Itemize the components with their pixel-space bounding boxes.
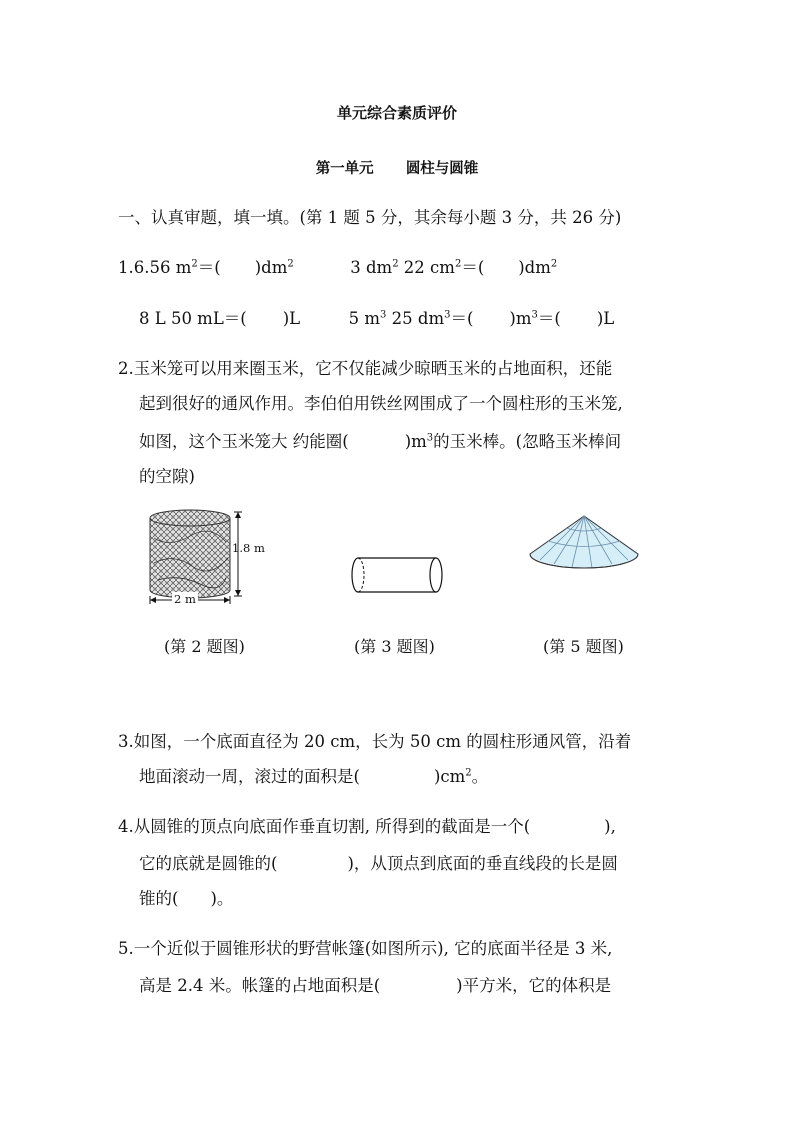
q1-d-eq2: ＝( bbox=[537, 309, 561, 328]
q1-d-mid: )m bbox=[509, 309, 532, 328]
document-title: 单元综合素质评价 bbox=[336, 104, 457, 122]
unit-heading bbox=[0, 157, 794, 178]
fig2-width-label: 2 m bbox=[174, 592, 196, 606]
q2-line3 bbox=[139, 431, 621, 453]
q1-d-sup: 3 bbox=[380, 309, 387, 321]
q1-number: 1. bbox=[118, 258, 134, 277]
q2-line4: 的空隙) bbox=[139, 467, 195, 486]
fig5-caption: (第 5 题图) bbox=[543, 637, 624, 656]
q4-line1 bbox=[118, 816, 616, 838]
fig2-caption: (第 2 题图) bbox=[164, 637, 245, 656]
section-heading: 一、认真审题，填一填。(第 1 题 5 分，其余每小题 3 分，共 26 分) bbox=[118, 208, 622, 227]
q2-line3-unit: )m bbox=[404, 432, 427, 451]
q2-line3-start: 如图，这个玉米笼大 约能圈( bbox=[139, 432, 349, 451]
unit-number: 第一单元 bbox=[315, 161, 374, 177]
q1-c-end: )L bbox=[282, 309, 301, 328]
fig3-caption: (第 3 题图) bbox=[354, 637, 435, 656]
q3-line2-sup: 2 bbox=[465, 767, 472, 779]
q1-b-end-sup: 2 bbox=[550, 258, 558, 270]
q1-b-end: )dm bbox=[518, 258, 551, 277]
q1-d: 5 m bbox=[348, 309, 381, 328]
q1-d2-sup: 3 bbox=[444, 309, 451, 321]
q3-line2-end: 。 bbox=[471, 767, 489, 786]
q3-line2-start: 地面滚动一周，滚过的面积是( bbox=[139, 767, 360, 786]
q1-row1 bbox=[118, 257, 557, 279]
q1-c: 8 L 50 mL＝( bbox=[139, 309, 247, 328]
q2-line2: 起到很好的通风作用。李伯伯用铁丝网围成了一个圆柱形的玉米笼, bbox=[139, 394, 623, 413]
q2-line1: 2.玉米笼可以用来圈玉米，它不仅能减少晾晒玉米的占地面积，还能 bbox=[118, 359, 613, 378]
q4-line3-end: )。 bbox=[210, 889, 234, 908]
q1-b-eq: ＝( bbox=[461, 258, 485, 277]
q1-a-sup: 2 bbox=[191, 258, 198, 270]
q5-line2-start: 高是 2.4 米。帐篷的占地面积是( bbox=[139, 976, 381, 995]
q1-d2: 25 dm bbox=[386, 309, 445, 328]
q4-line3 bbox=[139, 888, 233, 910]
fig2-height-label: 1.8 m bbox=[232, 541, 265, 555]
q4-line1-start: 4.从圆锥的顶点向底面作垂直切割, 所得到的截面是一个( bbox=[118, 817, 531, 836]
q4-line2-end: )，从顶点到底面的垂直线段的长是圆 bbox=[347, 854, 618, 873]
q1-b: 3 dm bbox=[350, 258, 393, 277]
q4-line1-end: ), bbox=[604, 817, 616, 836]
fig5-tent-cone bbox=[528, 514, 640, 572]
q1-a-eq: ＝( bbox=[197, 258, 221, 277]
q2-line3-sup: 3 bbox=[426, 432, 434, 444]
q1-d-end: )L bbox=[596, 309, 615, 328]
q1-b2: 22 cm bbox=[398, 258, 455, 277]
unit-topic: 圆柱与圆锥 bbox=[405, 161, 479, 177]
q3-line2 bbox=[139, 766, 488, 788]
q1-b-sup: 2 bbox=[392, 258, 399, 270]
fig3-vent-pipe bbox=[348, 556, 448, 596]
q4-line2-start: 它的底就是圆锥的( bbox=[139, 854, 278, 873]
fig2-corn-cage bbox=[140, 508, 280, 608]
q4-line3-start: 锥的( bbox=[139, 889, 179, 908]
q1-row2 bbox=[139, 308, 614, 330]
q3-line1: 3.如图，一个底面直径为 20 cm，长为 50 cm 的圆柱形通风管，沿着 bbox=[118, 732, 632, 751]
q1-d-eq: ＝( bbox=[450, 309, 474, 328]
q1-b2-sup: 2 bbox=[454, 258, 462, 270]
q1-a-end: )dm bbox=[254, 258, 288, 277]
q4-line2 bbox=[139, 853, 618, 875]
q5-line1: 5.一个近似于圆锥形状的野营帐篷(如图所示), 它的底面半径是 3 米, bbox=[118, 939, 613, 958]
q5-line2-end: )平方米，它的体积是 bbox=[456, 976, 612, 995]
q5-line2 bbox=[139, 975, 611, 997]
q2-line3-end: 的玉米棒。(忽略玉米棒间 bbox=[433, 432, 622, 451]
q1-a: 6.56 m bbox=[133, 258, 192, 277]
q1-d-mid-sup: 3 bbox=[531, 309, 538, 321]
q1-a-end-sup: 2 bbox=[287, 258, 294, 270]
q3-line2-unit: )cm bbox=[433, 767, 466, 786]
